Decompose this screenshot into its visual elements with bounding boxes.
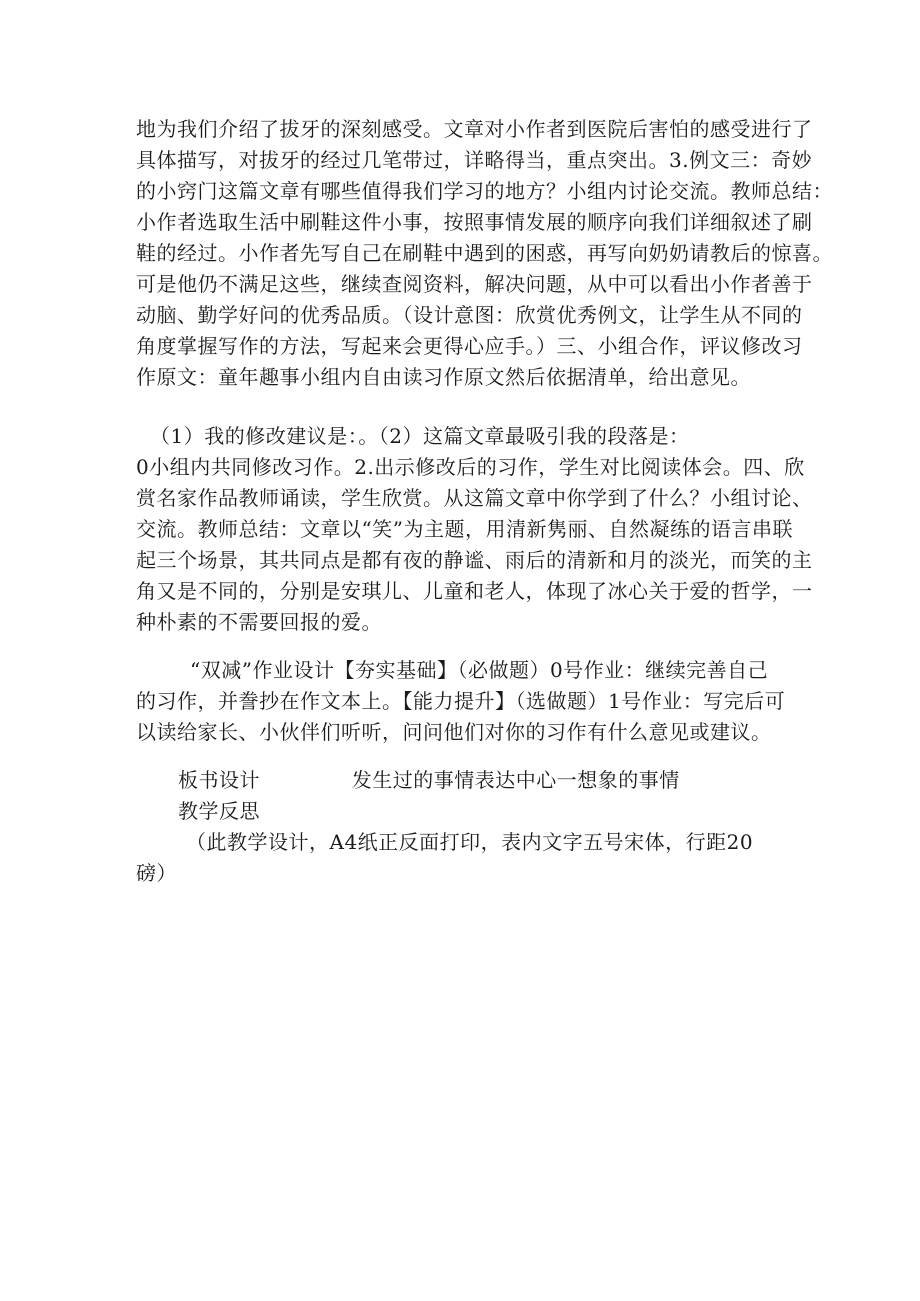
text-line: （1）我的修改建议是：。（2）这篇文章最吸引我的段落是： — [150, 424, 690, 448]
board-design-content: 发生过的事情表达中心一想象的事情 — [351, 768, 680, 792]
text-line: 角度掌握写作的方法，写起来会更得心应手。）三、小组合作，评议修改习 — [136, 334, 803, 358]
paragraph-revision-and-appreciation — [136, 421, 813, 638]
text-line: 可是他仍不满足这些，继续查阅资料，解决问题，从中可以看出小作者善于 — [136, 272, 813, 296]
text-line: 0小组内共同修改习作。2.出示修改后的习作，学生对比阅读体会。四、欣 — [136, 455, 805, 479]
text-line: 具体描写，对拔牙的经过几笔带过，详略得当，重点突出。3.例文三：奇妙 — [136, 148, 813, 172]
text-line: 角又是不同的，分别是安琪儿、儿童和老人，体现了冰心关于爱的哲学，一 — [136, 579, 813, 603]
reflection-section — [136, 796, 786, 827]
text-line: 地为我们介绍了拔牙的深刻感受。文章对小作者到医院后害怕的感受进行了 — [136, 117, 813, 141]
text-line: 以读给家长、小伙伴们听听，问问他们对你的习作有什么意见或建议。 — [136, 720, 772, 744]
text-line: 作原文：童年趣事小组内自由读习作原文然后依据清单，给出意见。 — [136, 365, 751, 389]
text-line: 赏名家作品教师诵读，学生欣赏。从这篇文章中你学到了什么？小组讨论、 — [136, 486, 813, 510]
text-line: 种朴素的不需要回报的爱。 — [136, 610, 382, 634]
text-line: 磅） — [136, 861, 177, 885]
text-line: 动脑、勤学好问的优秀品质。（设计意图：欣赏优秀例文，让学生从不同的 — [136, 303, 803, 327]
text-line: 交流。教师总结：文章以“笑”为主题，用清新隽丽、自然凝练的语言串联 — [136, 517, 793, 541]
board-design-row — [136, 765, 786, 796]
text-line: 鞋的经过。小作者先写自己在刷鞋中遇到的困惑，再写向奶奶请教后的惊喜。 — [136, 241, 833, 265]
print-note — [136, 827, 786, 889]
paragraph-homework-design — [136, 655, 786, 748]
text-line: 的习作，并誊抄在作文本上。【能力提升】（选做题）1号作业：写完后可 — [136, 689, 786, 713]
paragraph-example-review — [136, 114, 833, 393]
board-design-section — [136, 765, 786, 796]
text-line: 小作者选取生活中刷鞋这件小事，按照事情发展的顺序向我们详细叙述了刷 — [136, 210, 813, 234]
text-line: （此教学设计，A4纸正反面打印，表内文字五号宋体，行距20 — [186, 830, 754, 854]
board-design-label: 板书设计 — [178, 768, 260, 792]
text-line: “双减”作业设计【夯实基础】（必做题）0号作业：继续完善自己 — [190, 658, 769, 682]
text-line: 起三个场景，其共同点是都有夜的静谧、雨后的清新和月的淡光，而笑的主 — [136, 548, 813, 572]
reflection-label: 教学反思 — [178, 799, 260, 823]
text-line: 的小窍门这篇文章有哪些值得我们学习的地方？小组内讨论交流。教师总结： — [136, 179, 833, 203]
